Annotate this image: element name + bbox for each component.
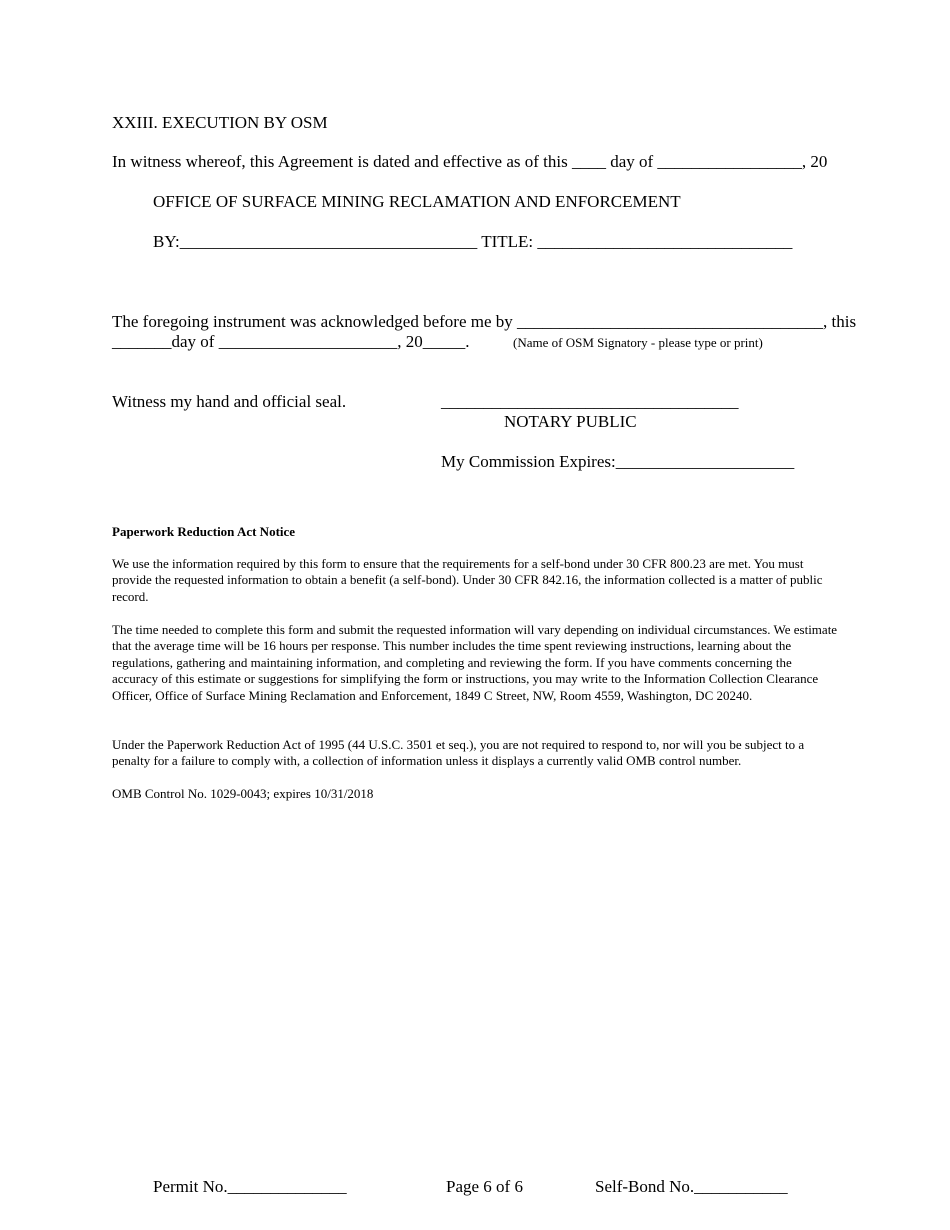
commission-expires: My Commission Expires:_____________________ <box>441 452 795 471</box>
omb-control-number: OMB Control No. 1029-0043; expires 10/31/2018 <box>112 786 374 801</box>
section-heading: XXIII. EXECUTION BY OSM <box>112 113 328 132</box>
witness-seal-text: Witness my hand and official seal. <box>112 392 347 411</box>
paperwork-heading: Paperwork Reduction Act Notice <box>112 524 296 539</box>
by-title-line: BY:___________________________________ TITLE: ______________________________ <box>153 232 793 251</box>
witness-date-line: In witness whereof, this Agreement is dated and effective as of this ____ day of _________________, 20 <box>112 152 828 171</box>
footer-self-bond-number: Self-Bond No.___________ <box>595 1177 788 1196</box>
paperwork-paragraph-3: Under the Paperwork Reduction Act of 1995 (44 U.S.C. 3501 et seq.), you are not required to respond to, nor will you be subject to a penalty for a failure to comply with, a collection of information unless it displays a currently valid OMB control number. <box>112 737 805 769</box>
notary-signature-line: ___________________________________ <box>441 392 739 411</box>
notary-public-label: NOTARY PUBLIC <box>504 412 637 431</box>
paperwork-paragraph-2: The time needed to complete this form and submit the requested information will vary depending on individual circumstances. We estimate that the average time will be 16 hours per response. This number includes the time spent reviewing instructions, learning about the regulations, gathering and maintaining information, and completing and reviewing the form. If you have comments concerning the accuracy of this estimate or suggestions for simplifying the form or instructions, you may write to the Information Collection Clearance Officer, Office of Surface Mining Reclamation and Enforcement, 1849 C Street, NW, Room 4559, Washington, DC 20240. <box>112 622 838 703</box>
paperwork-paragraph-1: We use the information required by this form to ensure that the requirements for a self-bond under 30 CFR 800.23 are met. You must provide the requested information to obtain a benefit (a self-bond). Under 30 CFR 842.16, the information collected is a matter of public record. <box>112 556 823 604</box>
acknowledgment-line-2: _______day of _____________________, 20_____. <box>112 332 470 351</box>
office-name: OFFICE OF SURFACE MINING RECLAMATION AND ENFORCEMENT <box>153 192 681 211</box>
footer-page-number: Page 6 of 6 <box>446 1177 523 1196</box>
acknowledgment-line-1: The foregoing instrument was acknowledged before me by ____________________________________, this <box>112 312 857 331</box>
signatory-note: (Name of OSM Signatory - please type or print) <box>513 335 763 350</box>
footer-permit-number: Permit No.______________ <box>153 1177 347 1196</box>
